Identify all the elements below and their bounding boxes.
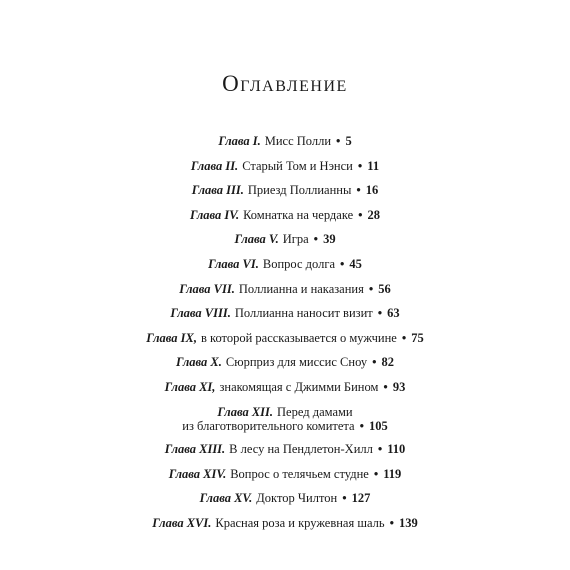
page-number: 56: [378, 281, 391, 296]
bullet-separator: •: [357, 158, 363, 173]
toc-entry-8: [0, 306, 570, 321]
page-number: 119: [383, 466, 402, 481]
bullet-separator: •: [356, 183, 361, 198]
chapter-label: Глава III.: [191, 183, 244, 198]
chapter-title-line-1: Перед дамами: [277, 404, 353, 419]
chapter-title: Поллианна наносит визит: [234, 306, 373, 321]
chapter-label: Глава VI.: [208, 256, 259, 271]
chapter-title: В лесу на Пендлетон-Хилл: [229, 442, 373, 457]
chapter-label: Глава VIII.: [170, 306, 231, 321]
toc-entry-10: [0, 355, 570, 370]
chapter-title: Приезд Поллианны: [247, 183, 352, 198]
bullet-separator: •: [313, 232, 319, 247]
chapter-label: Глава V.: [234, 232, 279, 247]
chapter-title: Старый Том и Нэнси: [242, 158, 353, 173]
bullet-separator: •: [389, 515, 394, 530]
chapter-label: Глава XII.: [217, 404, 274, 419]
page-title: Оглавление: [222, 71, 348, 97]
chapter-label: Глава XVI.: [152, 515, 212, 530]
page-number: 16: [365, 183, 379, 198]
bullet-separator: •: [373, 466, 379, 481]
bullet-separator: •: [368, 281, 374, 296]
chapter-title: знакомящая с Джимми Бином: [219, 379, 379, 394]
page-number: 110: [387, 442, 406, 457]
bullet-separator: •: [377, 442, 383, 457]
page-number: 39: [323, 232, 336, 247]
chapter-title-line-2: из благотворительного комитета: [182, 418, 355, 433]
chapter-label: Глава I.: [218, 134, 261, 148]
chapter-label: Глава XV.: [199, 491, 253, 506]
toc-entry-6: [0, 257, 570, 272]
chapter-label: Глава X.: [176, 355, 222, 370]
bullet-separator: •: [336, 134, 341, 148]
chapter-title: Вопрос о телячьем студне: [230, 466, 369, 481]
toc-entry-16: [0, 516, 570, 531]
toc-entry-4: [0, 208, 570, 223]
page-number: 75: [411, 330, 424, 345]
chapter-title: Игра: [282, 232, 309, 247]
toc-entry-13: [0, 442, 570, 457]
page-number: 5: [345, 134, 352, 148]
chapter-label: Глава XI,: [164, 379, 216, 394]
chapter-title: Поллианна и наказания: [238, 281, 364, 296]
page-number: 105: [368, 418, 388, 433]
page-number: 82: [381, 355, 394, 370]
page-number: 11: [367, 158, 380, 173]
bullet-separator: •: [359, 418, 364, 433]
chapter-label: Глава IX,: [146, 330, 197, 345]
chapter-title: в которой рассказывается о мужчине: [201, 330, 397, 345]
page-number: 127: [351, 491, 371, 506]
page-number: 28: [367, 207, 381, 222]
chapter-label: Глава XIII.: [164, 442, 226, 457]
table-of-contents: [0, 134, 570, 541]
toc-entry-2: [0, 159, 570, 174]
page-number: 63: [387, 306, 400, 321]
chapter-label: Глава XIV.: [168, 466, 227, 481]
chapter-label: Глава IV.: [189, 207, 240, 222]
toc-entry-9: [0, 331, 570, 346]
toc-entry-11: [0, 380, 570, 395]
bullet-separator: •: [358, 207, 363, 222]
toc-entry-12: [0, 405, 570, 433]
bullet-separator: •: [342, 491, 347, 506]
chapter-title: Мисс Полли: [264, 134, 332, 148]
bullet-separator: •: [340, 256, 345, 271]
toc-entry-1: [0, 134, 570, 149]
bullet-separator: •: [372, 355, 377, 370]
page-number: 45: [349, 256, 362, 271]
toc-entry-3: [0, 183, 570, 198]
page-number: 93: [392, 379, 406, 394]
chapter-label: Глава VII.: [179, 281, 235, 296]
chapter-title: Красная роза и кружевная шаль: [215, 515, 385, 530]
bullet-separator: •: [383, 379, 388, 394]
chapter-label: Глава II.: [190, 158, 239, 173]
bullet-separator: •: [377, 306, 383, 321]
toc-entry-14: [0, 467, 570, 482]
chapter-title: Вопрос долга: [262, 256, 335, 271]
toc-entry-5: [0, 232, 570, 247]
page-number: 139: [398, 515, 418, 530]
toc-entry-7: [0, 282, 570, 297]
chapter-title: Доктор Чилтон: [256, 491, 338, 506]
bullet-separator: •: [401, 330, 407, 345]
chapter-title: Комнатка на чердаке: [243, 207, 354, 222]
toc-entry-15: [0, 491, 570, 506]
chapter-title: Сюрприз для миссис Сноу: [225, 355, 368, 370]
